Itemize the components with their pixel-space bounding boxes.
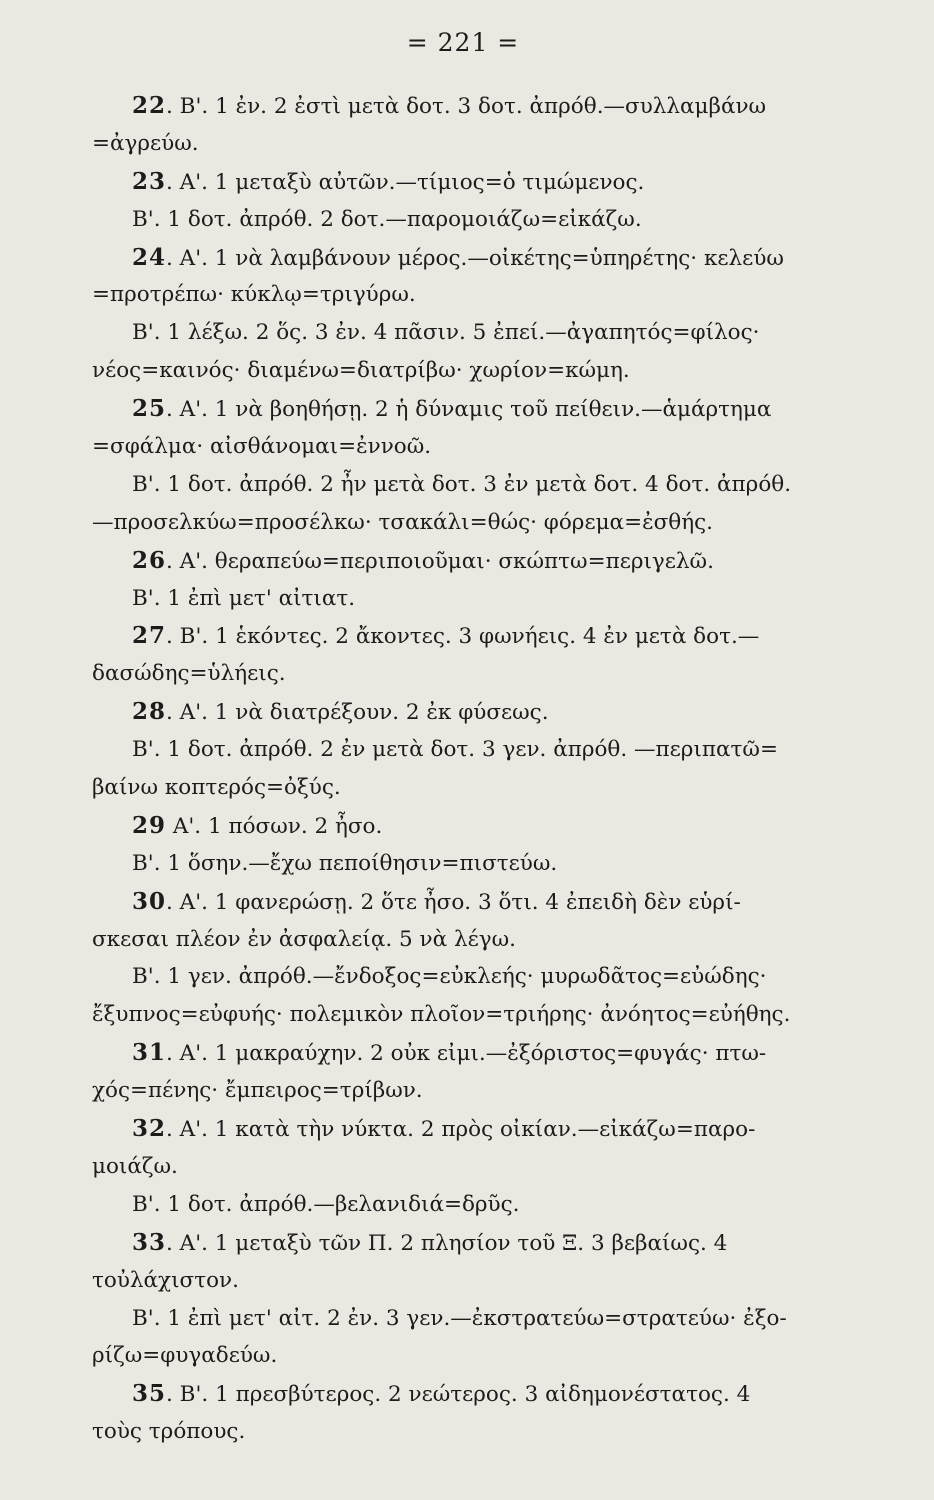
- exercise-number: 35: [132, 1380, 167, 1408]
- text-line: [92, 731, 894, 769]
- line-text: Β'. 1 δοτ. ἀπρόθ. 2 ἦν μετὰ δοτ. 3 ἐν μετὰ δοτ. 4 δοτ. ἀπρόθ.: [132, 471, 792, 497]
- text-line: [92, 163, 894, 201]
- line-text: Α'. 1 πόσων. 2 ἦσο.: [166, 813, 383, 839]
- line-text: . Β'. 1 ἑκόντες. 2 ἄκοντες. 3 φωνήεις. 4 ἐν μετὰ δοτ.—: [166, 624, 760, 650]
- exercise-number: 32: [132, 1115, 167, 1143]
- line-text: =προτρέπω· κύκλῳ=τριγύρω.: [92, 282, 416, 308]
- line-text: Β'. 1 δοτ. ἀπρόθ. 2 δοτ.—παρομοιάζω=εἰκάζω.: [132, 206, 642, 232]
- text-line: [92, 1110, 894, 1148]
- line-text: Β'. 1 ὅσην.—ἔχω πεποίθησιν=πιστεύω.: [132, 850, 558, 876]
- line-text: ρίζω=φυγαδεύω.: [92, 1343, 278, 1369]
- text-line: [92, 845, 894, 883]
- exercise-number: 30: [132, 887, 167, 915]
- line-text: σκεσαι πλέον ἐν ἀσφαλείᾳ. 5 νὰ λέγω.: [92, 926, 516, 952]
- text-line: [92, 1300, 894, 1338]
- text-line: [92, 655, 894, 693]
- line-text: . Α'. 1 νὰ διατρέξουν. 2 ἐκ φύσεως.: [166, 700, 549, 726]
- exercise-number: 26: [132, 546, 167, 574]
- text-line: [92, 201, 894, 239]
- text-line: [92, 466, 894, 504]
- exercise-number: 23: [132, 167, 167, 195]
- text-line: [92, 807, 894, 845]
- exercise-number: 24: [132, 243, 167, 271]
- line-text: =σφάλμα· αἰσθάνομαι=ἐννοῶ.: [92, 434, 432, 460]
- line-text: =ἀγρεύω.: [92, 130, 199, 156]
- text-line: [92, 542, 894, 580]
- line-text: . Β'. 1 πρεσβύτερος. 2 νεώτερος. 3 αἰδημονέστατος. 4: [166, 1382, 751, 1408]
- text-line: [92, 1072, 894, 1110]
- text-line: [92, 87, 894, 125]
- text-line: [92, 1034, 894, 1072]
- line-text: ἔξυπνος=εὐφυής· πολεμικὸν πλοῖον=τριήρης· ἀνόητος=εὐήθης.: [92, 1002, 791, 1028]
- line-text: Β'. 1 δοτ. ἀπρόθ.—βελανιδιά=δρῦς.: [132, 1191, 520, 1217]
- line-text: τοὺς τρόπους.: [92, 1419, 246, 1445]
- text-line: [92, 1337, 894, 1375]
- line-text: . Α'. 1 μεταξὺ αὐτῶν.—τίμιος=ὁ τιμώμενος.: [166, 169, 645, 195]
- line-text: . Α'. 1 φανερώσῃ. 2 ὅτε ἦσο. 3 ὅτι. 4 ἐπειδὴ δὲν εὑρί-: [166, 889, 741, 915]
- text-line: [92, 390, 894, 428]
- text-line: [92, 1413, 894, 1451]
- line-text: Β'. 1 ἐπὶ μετ' αἰτιατ.: [132, 585, 356, 611]
- exercise-number: 28: [132, 698, 167, 726]
- text-line: [92, 958, 894, 996]
- line-text: τοὐλάχιστον.: [92, 1267, 239, 1293]
- text-line: [92, 617, 894, 655]
- line-text: —προσελκύω=προσέλκω· τσακάλι=θώς· φόρεμα=ἐσθής.: [92, 509, 714, 535]
- line-text: . Α'. 1 νὰ βοηθήσῃ. 2 ἡ δύναμις τοῦ πείθειν.—ἁμάρτημα: [166, 397, 772, 423]
- exercise-number: 27: [132, 622, 167, 650]
- line-text: δασώδης=ὑλήεις.: [92, 661, 286, 687]
- text-line: [92, 1186, 894, 1224]
- page-number: = 221 =: [406, 28, 520, 57]
- text-line: [92, 996, 894, 1034]
- text-line: [92, 1375, 894, 1413]
- text-line: [92, 769, 894, 807]
- line-text: . Β'. 1 ἐν. 2 ἐστὶ μετὰ δοτ. 3 δοτ. ἀπρόθ.—συλλαμβάνω: [166, 94, 767, 119]
- line-text: . Α'. 1 νὰ λαμβάνουν μέρος.—οἰκέτης=ὑπηρέτης· κελεύω: [166, 245, 784, 271]
- line-text: Β'. 1 γεν. ἀπρόθ.—ἔνδοξος=εὐκλεής· μυρωδᾶτος=εὐώδης·: [132, 964, 767, 990]
- exercise-number: 33: [132, 1228, 167, 1256]
- line-text: . Α'. θεραπεύω=περιποιοῦμαι· σκώπτω=περιγελῶ.: [166, 548, 714, 574]
- text-line: [92, 428, 894, 466]
- exercise-number: 22: [132, 92, 167, 119]
- text-line: [92, 276, 894, 314]
- exercise-number: 29: [132, 811, 167, 839]
- text-line: [92, 1224, 894, 1262]
- line-text: Β'. 1 δοτ. ἀπρόθ. 2 ἐν μετὰ δοτ. 3 γεν. ἀπρόθ. —περιπατῶ=: [132, 737, 778, 763]
- text-line: [92, 314, 894, 352]
- text-line: [92, 580, 894, 618]
- text-line: [92, 693, 894, 731]
- text-line: [92, 239, 894, 277]
- line-text: Β'. 1 λέξω. 2 ὅς. 3 ἐν. 4 πᾶσιν. 5 ἐπεί.—ἀγαπητός=φίλος·: [132, 320, 760, 346]
- line-text: μοιάζω.: [92, 1153, 178, 1179]
- text-line: [92, 352, 894, 390]
- text-line: [92, 1262, 894, 1300]
- line-text: νέος=καινός· διαμένω=διατρίβω· χωρίον=κώμη.: [92, 358, 630, 384]
- line-text: . Α'. 1 κατὰ τὴν νύκτα. 2 πρὸς οἰκίαν.—εἰκάζω=παρο-: [166, 1117, 756, 1143]
- line-text: Β'. 1 ἐπὶ μετ' αἰτ. 2 ἐν. 3 γεν.—ἐκστρατεύω=στρατεύω· ἐξο-: [132, 1305, 787, 1331]
- answer-key-text: [92, 87, 894, 1451]
- exercise-number: 25: [132, 395, 167, 423]
- text-line: [92, 125, 894, 163]
- text-line: [92, 504, 894, 542]
- exercise-number: 31: [132, 1039, 167, 1067]
- line-text: χός=πένης· ἔμπειρος=τρίβων.: [92, 1078, 423, 1104]
- line-text: βαίνω κοπτερός=ὀξύς.: [92, 775, 341, 801]
- text-line: [92, 883, 894, 921]
- line-text: . Α'. 1 μακραύχην. 2 οὐκ εἰμι.—ἐξόριστος=φυγάς· πτω-: [166, 1041, 767, 1067]
- line-text: . Α'. 1 μεταξὺ τῶν Π. 2 πλησίον τοῦ Ξ. 3 βεβαίως. 4: [166, 1230, 728, 1256]
- text-line: [92, 921, 894, 959]
- text-line: [92, 1148, 894, 1186]
